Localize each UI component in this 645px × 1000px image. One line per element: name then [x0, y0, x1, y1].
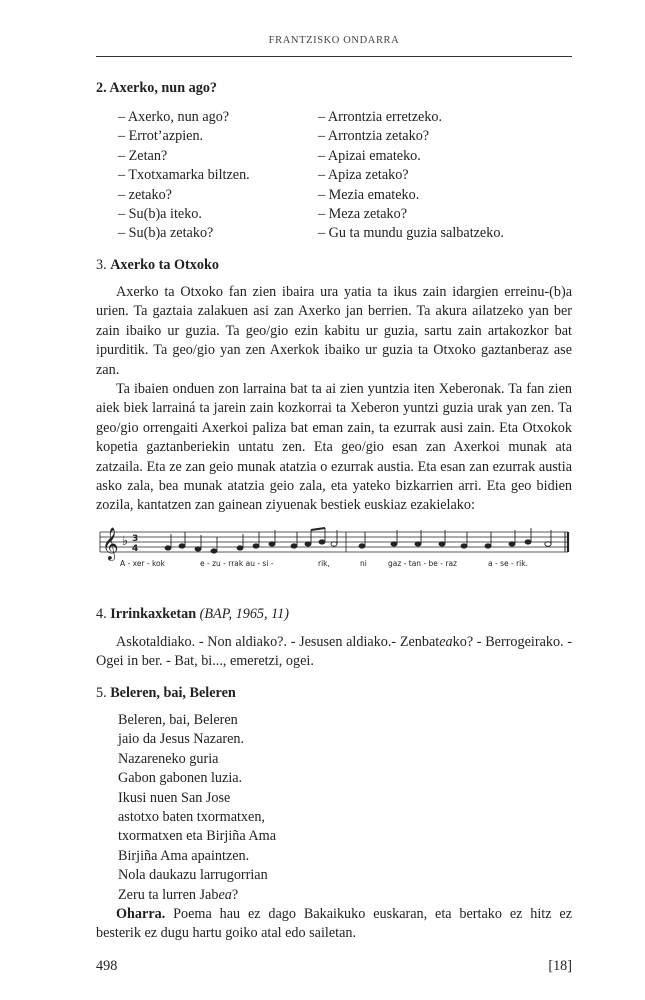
treble-clef-icon: 𝄞 [102, 527, 119, 560]
section-2-heading [96, 80, 217, 97]
poem [118, 711, 276, 905]
section-4-text-italic: ea [439, 634, 453, 650]
section-5-title: Beleren, bai, Beleren [110, 685, 236, 701]
poem-line: Nola daukazu larrugorrian [118, 867, 268, 884]
lyric-syllables: rik, [318, 559, 330, 568]
dialog-line: – Gu ta mundu guzia salbatzeko. [318, 225, 504, 242]
section-5-number: 5. [96, 685, 107, 701]
poem-line: Beleren, bai, Beleren [118, 712, 238, 728]
dialog-line: – Meza zetako? [318, 206, 408, 223]
dialog-line: – Axerko, nun ago? [118, 109, 230, 125]
dialog-line: – Zetan? [118, 147, 168, 164]
poem-line: astotxo baten txormatxen, [118, 809, 265, 826]
running-header: FRANTZISKO ONDARRA [268, 35, 400, 46]
poem-line: txormatxen eta Birjiña Ama [118, 828, 276, 845]
poem-line: Nazareneko guria [118, 750, 219, 767]
section-4-heading [96, 606, 289, 623]
dialog-line: – Mezia emateko. [318, 186, 420, 203]
note-text: Poema hau ez dago Bakaikuko euskaran, eta bertako ez hitz ez besterik ez dugu hartu goiko atal edo sailetan. [96, 906, 573, 942]
section-4-body [96, 633, 572, 672]
dialog-line: – Apiza zetako? [318, 167, 409, 184]
section-2-number: 2. [96, 80, 107, 96]
lyric-syllables: A - xer - kok [120, 559, 165, 568]
section-3-title: Axerko ta Otxoko [110, 257, 219, 273]
dialog-line: – Txotxamarka biltzen. [118, 167, 250, 184]
note-label: Oharra. [116, 906, 166, 922]
section-5-heading [96, 685, 236, 702]
time-signature-bottom: 4 [132, 544, 139, 554]
lyric-syllables: ni [360, 559, 367, 568]
dialog-line: – Arrontzia erretzeko. [318, 109, 443, 125]
dialog-line: – zetako? [118, 186, 172, 203]
section-3-paragraph-1: Axerko ta Otxoko fan zien ibaira ura yatia ta ikus zain idargien erreinu-(b)a urien. Ta gaztaia zalakuen asi zan Axerko jan berrien. Ta akura ailatzeko yan ber zain ibaiko ur guzia. Ta geo/gio ezin kabitu ur guzia, sartu zain artakozkor bat ipurditik. Ta geo/gio yan zen Axerkok ibaiko ur guzia ta Otxoko gaztanberaz ase zan. [96, 284, 572, 378]
poem-line-last [118, 886, 276, 905]
section-3-heading [96, 257, 219, 274]
dialog-right-column [318, 108, 504, 244]
dialog-line: – Apizai emateko. [318, 147, 421, 164]
dialog-line: – Errot’azpien. [118, 128, 204, 145]
section-2-title: Axerko, nun ago? [109, 80, 218, 96]
poem-line: jaio da Jesus Nazaren. [118, 731, 245, 748]
section-4-title: Irrinkaxketan [110, 606, 197, 622]
section-4-number: 4. [96, 606, 107, 622]
poem-text: Zeru ta lurren Jab [118, 886, 219, 903]
poem-line: Birjiña Ama apaintzen. [118, 847, 250, 864]
section-3-body [96, 283, 572, 516]
dialog-line: – Su(b)a zetako? [118, 225, 214, 242]
poem-line: Gabon gabonen luzia. [118, 770, 243, 787]
lyric-syllables: gaz - tan - be - raz [388, 559, 457, 568]
time-signature-top: 3 [132, 534, 139, 544]
header-rule [96, 56, 572, 57]
poem-line: Ikusi nuen San Jose [118, 789, 231, 806]
section-4-source: (BAP, 1965, 11) [199, 606, 289, 622]
dialog-line: – Su(b)a iteko. [118, 206, 202, 223]
section-4-text: ko? - Berrogeirako. - Ogei in ber. - Bat, bi..., emeretzi, ogei. [96, 634, 573, 670]
note [96, 905, 572, 944]
poem-text: ? [231, 886, 239, 903]
dialog-left-column [118, 108, 250, 244]
page-number: 498 [96, 958, 118, 974]
section-4-text: Askotaldiako. - Non aldiako?. - Jesusen aldiako.- Zenbat [116, 634, 440, 650]
poem-text-italic: ea [218, 886, 232, 903]
bracket-page-number: [18] [548, 958, 572, 974]
section-3-number: 3. [96, 257, 107, 273]
flat-icon: ♭ [122, 534, 129, 549]
section-3-paragraph-2: Ta ibaien onduen zon larraina bat ta ai zien yuntzia iten Xeberonak. Ta fan zien aiek biek larrainá ta jarein zain kozkorrai ta Xeberon yuntzi guzia urak yan zen. Ta geo/gio orrengaiti Axerkoi paliza bat eman zain, ta ezurrak ausi zain. Eta Otxokok kopetia gaztanberiekin untatu zen. Eta geo/gio esan zan Axerkoi munak ata zatzaila. Eta ze zan geio munak atatzia o ezurrak austia. Eta esan zan ezurrak austia asko zala, bea munak atatzia geio zala, eta yateko bizkarrien arri. Eta geo bidien zozila, kantatzen zan gainean ziyuenak bestiek euskiaz ezakielako: [96, 381, 572, 514]
lyric-syllables: e - zu - rrak au - si - [200, 559, 274, 568]
dialog-line: – Arrontzia zetako? [318, 128, 430, 145]
lyric-syllables: a - se - rik. [488, 559, 528, 568]
music-staff [96, 522, 572, 574]
